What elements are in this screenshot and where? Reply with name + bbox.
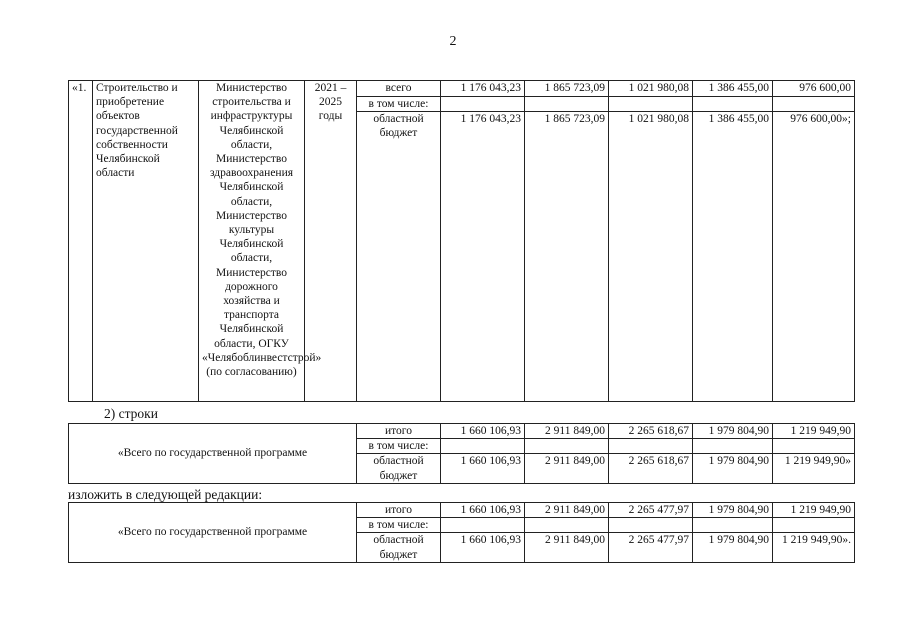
- row-label: в том числе:: [357, 439, 441, 454]
- value-cell: 1 219 949,90: [773, 503, 855, 518]
- value-cell: 1 021 980,08: [609, 81, 693, 97]
- value-cell: 1 386 455,00: [693, 112, 773, 402]
- row-label: всего: [357, 81, 441, 97]
- value-cell: 1 219 949,90».: [773, 533, 855, 562]
- value-cell: 2 911 849,00: [525, 454, 609, 483]
- value-cell: 1 176 043,23: [441, 112, 525, 402]
- row-label: итого: [357, 424, 441, 439]
- value-cell: [693, 97, 773, 112]
- value-cell: 2 911 849,00: [525, 503, 609, 518]
- value-cell: 1 660 106,93: [441, 424, 525, 439]
- value-cell: [525, 439, 609, 454]
- item-period: 2021 – 2025 годы: [305, 81, 357, 402]
- row-label: в том числе:: [357, 518, 441, 533]
- value-cell: 2 265 618,67: [609, 454, 693, 483]
- row-label: областной бюджет: [357, 454, 441, 483]
- row-label: в том числе:: [357, 97, 441, 112]
- value-cell: 2 265 477,97: [609, 533, 693, 562]
- value-cell: [773, 439, 855, 454]
- total-description: «Всего по государственной программе: [69, 503, 357, 563]
- value-cell: 2 911 849,00: [525, 424, 609, 439]
- value-cell: [773, 97, 855, 112]
- program-total-table-old: [68, 423, 855, 484]
- item-name: Строительство и приобретение объектов государственной собственности Челябинской области: [93, 81, 199, 402]
- value-cell: 1 979 804,90: [693, 424, 773, 439]
- value-cell: [609, 439, 693, 454]
- value-cell: [693, 518, 773, 533]
- page-number: 2: [449, 34, 457, 49]
- value-cell: 1 865 723,09: [525, 81, 609, 97]
- value-cell: 1 660 106,93: [441, 533, 525, 562]
- value-cell: 1 660 106,93: [441, 454, 525, 483]
- value-cell: 1 660 106,93: [441, 503, 525, 518]
- program-total-table-new: [68, 502, 855, 563]
- value-cell: [525, 97, 609, 112]
- total-description: «Всего по государственной программе: [69, 424, 357, 484]
- value-cell: 1 021 980,08: [609, 112, 693, 402]
- row-label: областной бюджет: [357, 533, 441, 562]
- value-cell: [441, 439, 525, 454]
- value-cell: [773, 518, 855, 533]
- value-cell: 1 865 723,09: [525, 112, 609, 402]
- value-cell: [693, 439, 773, 454]
- value-cell: 1 176 043,23: [441, 81, 525, 97]
- value-cell: 2 265 477,97: [609, 503, 693, 518]
- value-cell: 1 979 804,90: [693, 533, 773, 562]
- value-cell: [441, 97, 525, 112]
- value-cell: 1 219 949,90: [773, 424, 855, 439]
- value-cell: 2 265 618,67: [609, 424, 693, 439]
- value-cell: 1 386 455,00: [693, 81, 773, 97]
- value-cell: [525, 518, 609, 533]
- paragraph-new-edition: изложить в следующей редакции:: [68, 487, 263, 502]
- row-label: областной бюджет: [357, 112, 441, 402]
- value-cell: [609, 518, 693, 533]
- value-cell: 976 600,00»;: [773, 112, 855, 402]
- paragraph-strings: 2) строки: [104, 406, 158, 421]
- value-cell: 1 979 804,90: [693, 503, 773, 518]
- value-cell: [609, 97, 693, 112]
- value-cell: 1 219 949,90»: [773, 454, 855, 483]
- program-table-item-1: [68, 80, 855, 402]
- item-executor: Министерство строительства и инфраструктуры Челябинской области, Министерство здравоохранения Челябинской области, Министерство культуры Челябинской области, Министерство дорожного хозяйства и транспорта Челябинской области, ОГКУ «Челябоблинвестстрой» (по согласованию): [199, 81, 305, 402]
- row-label: итого: [357, 503, 441, 518]
- value-cell: 1 979 804,90: [693, 454, 773, 483]
- value-cell: [441, 518, 525, 533]
- value-cell: 976 600,00: [773, 81, 855, 97]
- value-cell: 2 911 849,00: [525, 533, 609, 562]
- item-number: «1.: [69, 81, 93, 402]
